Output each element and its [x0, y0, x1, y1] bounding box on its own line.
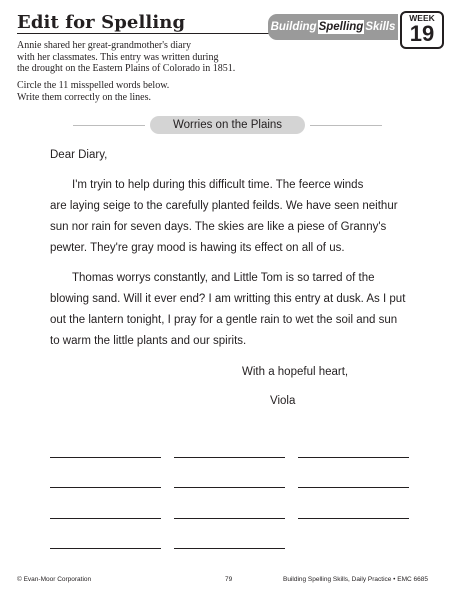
answer-line-6[interactable] [298, 487, 409, 488]
title-underline [17, 33, 279, 34]
story-title [150, 116, 305, 134]
banner-word-building: Building [270, 21, 317, 33]
footer-page-number: 79 [225, 576, 233, 583]
instruction-line: Circle the 11 misspelled words below. [17, 80, 170, 91]
letter-greeting: Dear Diary, [50, 149, 108, 161]
letter-line: I'm tryin to help during this difficult time. The feerce winds [72, 179, 364, 191]
answer-line-8[interactable] [174, 518, 285, 519]
letter-line: out the lantern tonight, I pray for a gentle rain to wet the soil and sun [50, 314, 398, 326]
banner-word-spelling: Spelling [318, 21, 364, 33]
letter-line: to warm the little plants and our spirits. [50, 335, 247, 347]
week-number: 19 [409, 21, 435, 46]
answer-line-11[interactable] [174, 548, 285, 549]
letter-line: Thomas worrys constantly, and Little Tom is so tarred of the [72, 272, 375, 284]
intro-line: the drought on the Eastern Plains of Colorado in 1851. [17, 63, 236, 74]
letter-signature: Viola [270, 395, 296, 407]
banner-word-skills: Skills [365, 21, 396, 33]
answer-line-4[interactable] [50, 487, 161, 488]
week-label: WEEK [409, 13, 435, 23]
letter-closing: With a hopeful heart, [242, 366, 349, 378]
series-banner [268, 14, 398, 40]
answer-line-9[interactable] [298, 518, 409, 519]
intro-text [17, 40, 287, 75]
intro-line: with her classmates. This entry was written during [17, 51, 219, 63]
story-title-text: Worries on the Plains [172, 119, 283, 131]
answer-line-10[interactable] [50, 548, 161, 549]
letter-line: are laying seige to the carefully planted feilds. We have seen neithur [50, 200, 398, 212]
answer-line-3[interactable] [298, 457, 409, 458]
worksheet-title: Edit for Spelling [17, 12, 186, 33]
week-badge [400, 11, 444, 49]
instruction-line: Write them correctly on the lines. [17, 91, 151, 103]
answer-line-2[interactable] [174, 457, 285, 458]
letter-line: blowing sand. Will it ever end? I am writting this entry at dusk. As I put [50, 293, 406, 305]
intro-line: Annie shared her great-grandmother's diary [17, 40, 191, 51]
letter-line: pewter. They're gray mood is hawing its effect on all of us. [50, 242, 345, 254]
answer-line-5[interactable] [174, 487, 285, 488]
footer-book-info: Building Spelling Skills, Daily Practice • EMC 6685 [283, 576, 428, 583]
instructions-text [17, 80, 287, 103]
footer-copyright: © Evan-Moor Corporation [17, 576, 92, 583]
answer-line-7[interactable] [50, 518, 161, 519]
letter-line: sun nor rain for seven days. The skies are like a piese of Granny's [50, 221, 387, 233]
answer-line-1[interactable] [50, 457, 161, 458]
